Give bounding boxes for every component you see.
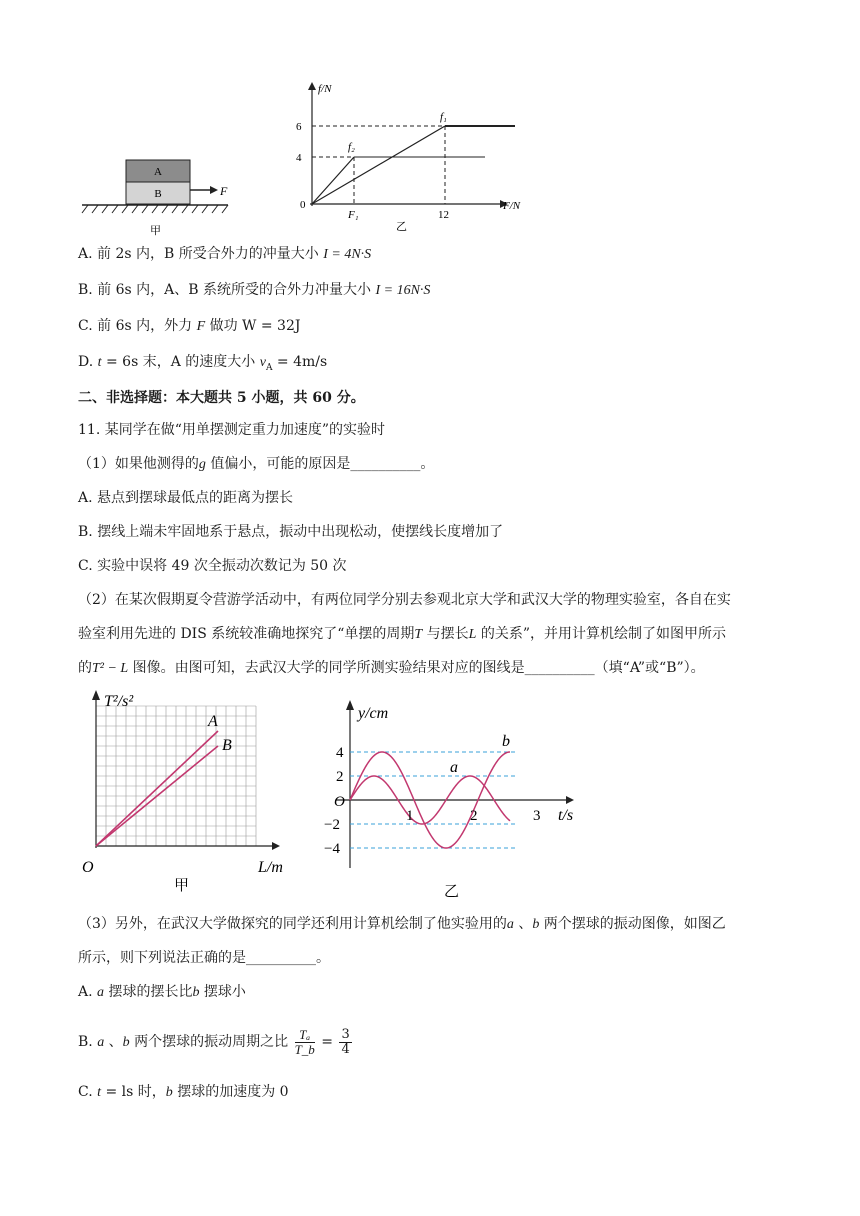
option-math: t <box>97 355 102 370</box>
line-a <box>96 731 218 846</box>
caption-yi-top: 乙 <box>396 221 407 233</box>
part-text: （1）如果他测得的 <box>78 456 199 472</box>
part-text: （3）另外，在武汉大学做探究的同学还利用计算机绘制了他实验用的 <box>78 916 507 932</box>
part-text: 摆球的摆长比 <box>104 984 193 1000</box>
option-text: A. 前 2s 内，B 所受合外力的冲量大小 <box>78 246 324 262</box>
part-math: T <box>414 627 423 642</box>
figure-block-and-friction-graph <box>70 78 540 238</box>
q11-part3-line1 <box>78 914 726 935</box>
graph-ylabel: f/N <box>318 83 332 95</box>
option-math: F <box>196 319 206 334</box>
block-a-label: A <box>154 166 162 178</box>
figure-vibration-graph <box>316 700 606 900</box>
block-b-label: B <box>154 188 162 200</box>
option-text: = 6s 末，A 的速度大小 <box>101 354 260 370</box>
q10-option-d <box>78 352 327 378</box>
x-tick-12: 12 <box>438 209 449 221</box>
part-math: b <box>532 917 540 932</box>
yi-origin: O <box>334 794 345 810</box>
y-tick-4: 4 <box>296 152 302 164</box>
x-tick-f1: F₁ <box>348 209 359 221</box>
part-text: C. <box>78 1084 98 1100</box>
frac-num: 3 <box>341 1026 350 1042</box>
part-text: = ls 时， <box>101 1084 166 1100</box>
jia-origin: O <box>82 859 94 876</box>
part-text: A. <box>78 984 98 1000</box>
part-math: a <box>97 1035 105 1050</box>
jia-line-b-label: B <box>222 737 232 754</box>
part-text: 验室利用先进的 DIS 系统较准确地探究了“单摆的周期 <box>78 626 415 642</box>
part-text: 两个摆球的振动周期之比 <box>129 1034 289 1050</box>
part-math: g <box>198 457 206 472</box>
yi-xtick-3: 3 <box>533 808 541 824</box>
q11-part2-line1: （2）在某次假期夏令营游学活动中，有两位同学分别去参观北京大学和武汉大学的物理实验室，各自在实 <box>78 592 731 608</box>
q11-p1-option-a: A. 悬点到摆球最低点的距离为摆长 <box>78 490 294 506</box>
q11-p3-option-c <box>78 1082 289 1103</box>
jia-xlabel: L/m <box>258 859 283 876</box>
part-text: 摆球小 <box>199 984 246 1000</box>
part-text: 的关系”，并用计算机绘制了如图甲所示 <box>476 626 727 642</box>
part-text: 、 <box>104 1034 123 1050</box>
yi-tick-neg2: −2 <box>324 817 340 833</box>
yi-tick-2: 2 <box>336 769 344 785</box>
q11-part2-line2 <box>78 624 726 645</box>
part-math: b <box>122 1035 130 1050</box>
part-text: 的 <box>78 660 92 676</box>
q11-p1-option-c: C. 实验中误将 49 次全振动次数记为 50 次 <box>78 558 347 574</box>
option-math: v <box>259 355 266 370</box>
frac-den: T_b <box>294 1041 315 1057</box>
option-text: B. 前 6s 内，A、B 系统所受的合外力冲量大小 <box>78 282 376 298</box>
q11-part3-line2: 所示，则下列说法正确的是__________。 <box>78 950 330 966</box>
yi-ylabel: y/cm <box>358 705 389 722</box>
jia-line-a-label: A <box>208 713 218 730</box>
q11-p1-option-b: B. 摆线上端未牢固地系于悬点，振动中出现松动，使摆线长度增加了 <box>78 524 504 540</box>
part-math: L <box>468 627 477 642</box>
option-text: 做功 <box>205 318 243 334</box>
yi-wave-b-label: b <box>502 733 510 750</box>
q10-option-c <box>78 316 300 337</box>
part-math: t <box>97 1085 102 1100</box>
label-f1: f₁ <box>440 111 447 123</box>
part-math: a <box>97 985 105 1000</box>
frac-den: 4 <box>341 1041 350 1057</box>
q10-option-a <box>78 244 371 265</box>
y-tick-6: 6 <box>296 121 302 133</box>
yi-tick-4: 4 <box>336 745 344 761</box>
section-heading: 二、非选择题：本大题共 5 小题，共 60 分。 <box>78 390 365 406</box>
figure-t2-l-graph <box>76 684 306 896</box>
q11-p3-option-b <box>78 1022 354 1063</box>
part-text: 与摆长 <box>422 626 469 642</box>
frac-num: Tₐ <box>295 1028 315 1043</box>
part-text: 图像。由图可知，去武汉大学的同学所测实验结果对应的图线是__________（填“A”或“B”）。 <box>128 660 705 676</box>
graph-xlabel: F/N <box>503 200 521 212</box>
y-tick-0: 0 <box>300 199 306 211</box>
yi-xtick-2: 2 <box>470 808 478 824</box>
yi-tick-neg4: −4 <box>324 841 340 857</box>
option-math: I = 4N·S <box>323 247 372 262</box>
q11-p3-option-a <box>78 982 246 1003</box>
option-text: D. <box>78 354 98 370</box>
yi-xtick-1: 1 <box>406 808 414 824</box>
fraction-3-4 <box>339 1028 351 1057</box>
label-f2: f₂ <box>348 141 355 153</box>
part-text: 摆球的加速度为 0 <box>172 1084 289 1100</box>
part-math: b <box>192 985 200 1000</box>
option-math: I = 16N·S <box>375 283 431 298</box>
yi-wave-a-label: a <box>450 759 458 776</box>
yi-xlabel: t/s <box>558 807 574 824</box>
option-text: = 4m/s <box>272 354 328 370</box>
jia-ylabel: T²/s² <box>104 693 134 710</box>
part-math: T² − L <box>92 661 129 676</box>
part-math: b <box>165 1085 173 1100</box>
part-math: a <box>506 917 514 932</box>
q11-part1 <box>78 454 434 475</box>
q11-stem: 11. 某同学在做“用单摆测定重力加速度”的实验时 <box>78 422 386 438</box>
option-text: C. 前 6s 内，外力 <box>78 318 197 334</box>
equals-sign: = <box>321 1034 333 1050</box>
option-sub: A <box>265 362 273 373</box>
part-text: 两个摆球的振动图像，如图乙 <box>539 916 726 932</box>
caption-jia-top: 甲 <box>150 225 161 237</box>
jia-caption: 甲 <box>174 878 190 894</box>
fraction-ta-tb <box>295 1028 315 1057</box>
q10-option-b <box>78 280 430 301</box>
yi-caption: 乙 <box>444 884 460 900</box>
part-text: B. <box>78 1034 98 1050</box>
option-math: W = 32J <box>242 318 301 334</box>
force-label: F <box>220 184 228 198</box>
q11-part2-line3 <box>78 658 705 679</box>
part-text: 值偏小，可能的原因是__________。 <box>205 456 435 472</box>
part-text: 、 <box>513 916 533 932</box>
